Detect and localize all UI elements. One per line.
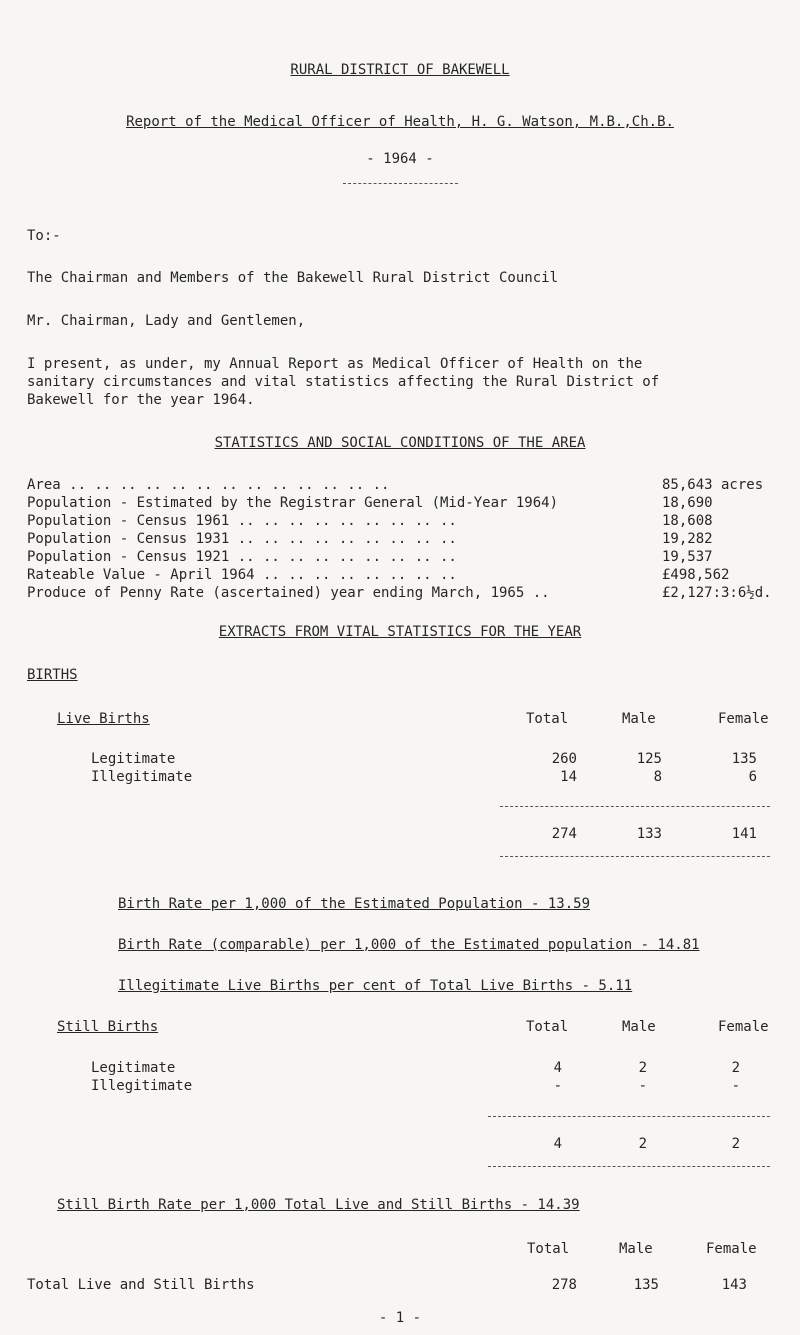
- births-heading: BIRTHS: [27, 667, 78, 683]
- intro-line-3: Bakewell for the year 1964.: [27, 392, 255, 408]
- stat-value-census-1961: 18,608: [662, 513, 713, 529]
- birth-rate-comparable: Birth Rate (comparable) per 1,000 of the Estimated population - 14.81: [118, 937, 700, 953]
- still-birth-rate: Still Birth Rate per 1,000 Total Live and Still Births - 14.39: [57, 1197, 580, 1213]
- still-illegit-total: -: [553, 1078, 562, 1094]
- birth-rate: Birth Rate per 1,000 of the Estimated Population - 13.59: [118, 896, 591, 912]
- combined-total: 278: [551, 1277, 577, 1293]
- still-row-label: Illegitimate: [91, 1078, 193, 1094]
- live-illegit-female: 6: [748, 769, 757, 785]
- still-col-total: Total: [526, 1019, 569, 1035]
- still-sum-total: 4: [553, 1136, 562, 1152]
- live-sum-male: 133: [636, 826, 662, 842]
- still-row-label: Legitimate: [91, 1060, 176, 1076]
- letter-to: To:-: [27, 228, 61, 244]
- combined-label: Total Live and Still Births: [27, 1277, 255, 1293]
- live-row-label: Legitimate: [91, 751, 176, 767]
- intro-line-1: I present, as under, my Annual Report as Medical Officer of Health on the: [27, 356, 643, 372]
- combined-col-total: Total: [527, 1241, 570, 1257]
- still-legit-total: 4: [553, 1060, 562, 1076]
- combined-female: 143: [721, 1277, 747, 1293]
- letter-salutation: Mr. Chairman, Lady and Gentlemen,: [27, 313, 306, 329]
- live-legit-female: 135: [731, 751, 757, 767]
- district-title: RURAL DISTRICT OF BAKEWELL: [290, 62, 510, 78]
- live-illegit-male: 8: [653, 769, 662, 785]
- stat-value-census-1931: 19,282: [662, 531, 713, 547]
- stat-value-pop-estimated: 18,690: [662, 495, 713, 511]
- stat-label-census-1921: Population - Census 1921 .. .. .. .. .. .. .. .. ..: [27, 549, 457, 565]
- live-illegit-total: 14: [560, 769, 577, 785]
- still-sum-male: 2: [638, 1136, 647, 1152]
- report-year: - 1964 -: [366, 151, 434, 167]
- stat-label-pop-estimated: Population - Estimated by the Registrar General (Mid-Year 1964): [27, 495, 559, 511]
- still-col-female: Female: [718, 1019, 769, 1035]
- live-col-total: Total: [526, 711, 569, 727]
- live-legit-male: 125: [636, 751, 662, 767]
- combined-col-female: Female: [706, 1241, 757, 1257]
- still-total-rule-top: [488, 1116, 770, 1117]
- still-total-rule-bottom: [488, 1166, 770, 1167]
- live-total-rule-top: [500, 806, 770, 807]
- live-births-title: Live Births: [57, 711, 150, 727]
- live-col-female: Female: [718, 711, 769, 727]
- still-col-male: Male: [622, 1019, 656, 1035]
- live-legit-total: 260: [551, 751, 577, 767]
- stat-value-penny-rate: £2,127:3:6½d.: [662, 585, 772, 601]
- stat-label-census-1961: Population - Census 1961 .. .. .. .. .. .. .. .. ..: [27, 513, 457, 529]
- still-illegit-female: -: [731, 1078, 740, 1094]
- live-sum-total: 274: [551, 826, 577, 842]
- stat-value-census-1921: 19,537: [662, 549, 713, 565]
- stats-heading: STATISTICS AND SOCIAL CONDITIONS OF THE AREA: [214, 435, 586, 451]
- intro-line-2: sanitary circumstances and vital statistics affecting the Rural District of: [27, 374, 660, 390]
- combined-col-male: Male: [619, 1241, 653, 1257]
- still-legit-male: 2: [638, 1060, 647, 1076]
- still-illegit-male: -: [638, 1078, 647, 1094]
- stat-label-penny-rate: Produce of Penny Rate (ascertained) year ending March, 1965 ..: [27, 585, 550, 601]
- live-sum-female: 141: [731, 826, 757, 842]
- live-row-label: Illegitimate: [91, 769, 193, 785]
- still-sum-female: 2: [731, 1136, 740, 1152]
- vital-heading: EXTRACTS FROM VITAL STATISTICS FOR THE YEAR: [218, 624, 582, 640]
- stat-label-census-1931: Population - Census 1931 .. .. .. .. .. .. .. .. ..: [27, 531, 457, 547]
- still-births-title: Still Births: [57, 1019, 159, 1035]
- still-legit-female: 2: [731, 1060, 740, 1076]
- live-col-male: Male: [622, 711, 656, 727]
- stat-value-rateable-value: £498,562: [662, 567, 730, 583]
- stat-label-area: Area .. .. .. .. .. .. .. .. .. .. .. .. ..: [27, 477, 390, 493]
- illegitimate-percent: Illegitimate Live Births per cent of Total Live Births - 5.11: [118, 978, 633, 994]
- stat-label-rateable-value: Rateable Value - April 1964 .. .. .. .. .. .. .. ..: [27, 567, 457, 583]
- combined-male: 135: [633, 1277, 659, 1293]
- header-divider: [343, 183, 458, 184]
- page-number: - 1 -: [378, 1310, 422, 1326]
- stat-value-area: 85,643 acres: [662, 477, 764, 493]
- letter-addressee: The Chairman and Members of the Bakewell Rural District Council: [27, 270, 559, 286]
- live-total-rule-bottom: [500, 856, 770, 857]
- report-title: Report of the Medical Officer of Health, H. G. Watson, M.B.,Ch.B.: [126, 114, 674, 130]
